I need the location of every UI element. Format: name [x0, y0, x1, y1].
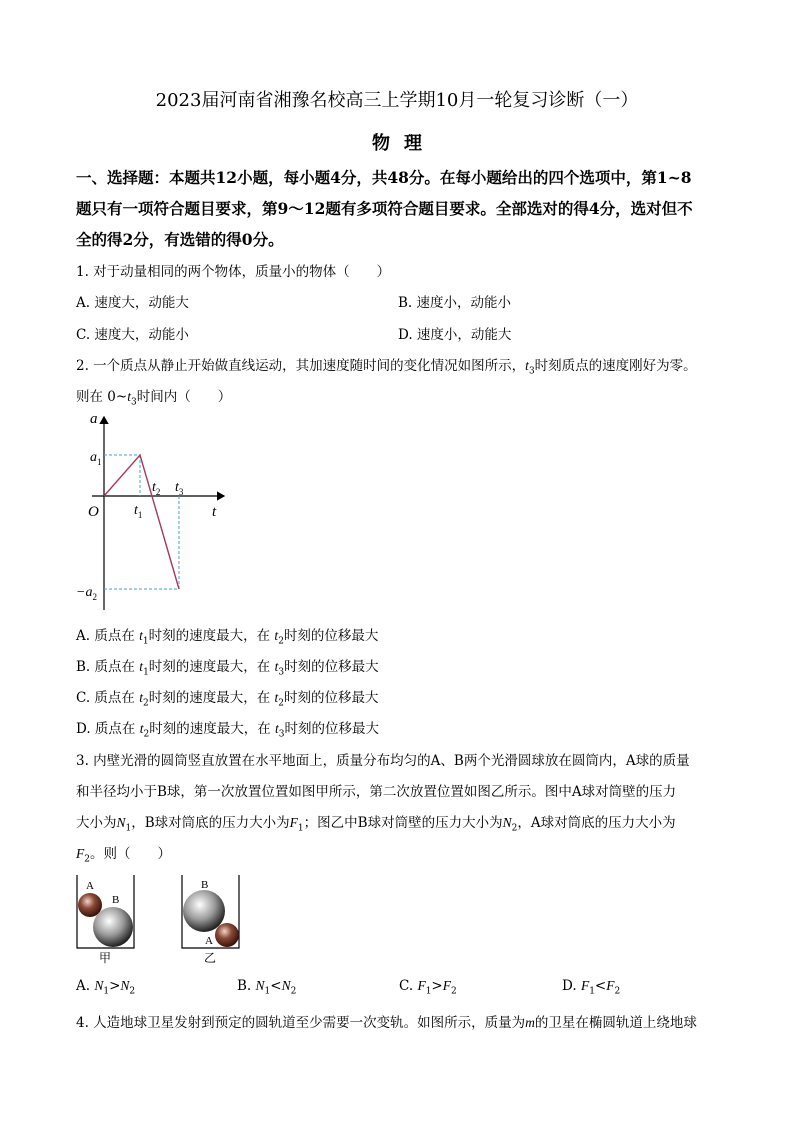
t-axis-label: t — [212, 504, 217, 520]
question-3-option-d: D. $F_1<F_2$ — [562, 978, 621, 997]
ball-b-yi — [183, 890, 225, 932]
acceleration-time-graph — [70, 405, 240, 615]
ball-a-label-jia: A — [86, 880, 94, 892]
section-instruction-line-2: 题只有一项符合题目要求，第9～12题有多项符合题目要求。全部选对的得4分，选对但不 — [76, 199, 693, 218]
subject-title: 物理 — [372, 133, 436, 154]
a-axis-label: a — [90, 411, 98, 427]
question-2-stem-line-2: 则在 $0\sim t_3$时间内（ ） — [76, 389, 232, 408]
question-1-option-a: A. 速度大，动能大 — [76, 295, 189, 311]
question-3-option-a: A. $N_1>N_2$ — [76, 978, 136, 997]
question-3-line-3: 大小为$N_1$，B球对筒底的压力大小为$F_1$；图乙中B球对筒壁的压力大小为$N_2$，A球对筒底的压力大小为 — [76, 815, 676, 834]
question-3-line-4: $F_2$。则（ ） — [76, 846, 171, 865]
section-instruction-line-1: 一、选择题：本题共12小题，每小题4分，共48分。在每小题给出的四个选项中，第1~8 — [76, 168, 692, 187]
section-instruction-line-3: 全的得2分，有选错的得0分。 — [76, 230, 284, 249]
ball-b-label-yi: B — [201, 879, 209, 891]
question-3-option-b: B. $N_1<N_2$ — [237, 978, 297, 997]
question-1-option-c: C. 速度大，动能小 — [76, 327, 189, 343]
acceleration-curve — [104, 455, 179, 589]
ball-b-jia — [93, 907, 133, 947]
t3-label: $t_3$ — [175, 480, 184, 497]
figure-jia — [77, 875, 134, 965]
question-3-line-2: 和半径均小于B球，第一次放置位置如图甲所示，第二次放置位置如图乙所示。图中A球对筒壁的压力 — [76, 784, 677, 800]
figure-jia-label: 甲 — [99, 951, 112, 965]
question-4-line-1: 4. 人造地球卫星发射到预定的圆轨道至少需要一次变轨。如图所示，质量为m的卫星在椭圆轨道上绕地球 — [76, 1015, 697, 1031]
figure-yi — [182, 875, 239, 965]
cylinder-figures — [70, 872, 250, 967]
question-2-option-d: D. 质点在 $t_2$时刻的速度最大，在 $t_3$时刻的位移最大 — [76, 721, 380, 740]
page-title: 2023届河南省湘豫名校高三上学期10月一轮复习诊断（一） — [155, 90, 639, 111]
ball-a-label-yi: A — [205, 935, 213, 947]
question-1-option-b: B. 速度小，动能小 — [398, 295, 512, 311]
figure-yi-label: 乙 — [204, 951, 217, 965]
t2-label: $t_2$ — [152, 480, 161, 497]
a1-label: $a_1$ — [90, 450, 102, 467]
question-2-option-c: C. 质点在 $t_2$时刻的速度最大，在 $t_2$时刻的位移最大 — [76, 690, 379, 709]
question-3-line-1: 3. 内壁光滑的圆筒竖直放置在水平地面上，质量分布均匀的A、B两个光滑圆球放在圆筒内，A球的质量 — [76, 753, 690, 769]
ball-b-label-jia: B — [112, 894, 120, 906]
origin-label: O — [88, 504, 99, 520]
question-1-stem: 1. 对于动量相同的两个物体，质量小的物体（ ） — [76, 264, 391, 280]
question-2-option-b: B. 质点在 $t_1$时刻的速度最大，在 $t_3$时刻的位移最大 — [76, 659, 379, 678]
question-3-option-c: C. $F_1>F_2$ — [399, 978, 457, 997]
neg-a2-label: $-a_2$ — [76, 585, 97, 602]
question-2-stem-line-1: 2. 一个质点从静止开始做直线运动，其加速度随时间的变化情况如图所示，$t_3$时刻质点的速度刚好为零。 — [76, 358, 697, 377]
t1-label: $t_1$ — [134, 503, 143, 520]
question-2-option-a: A. 质点在 $t_1$时刻的速度最大，在 $t_2$时刻的位移最大 — [76, 628, 379, 647]
question-1-option-d: D. 速度小，动能大 — [398, 327, 512, 343]
ball-a-yi — [215, 923, 239, 947]
